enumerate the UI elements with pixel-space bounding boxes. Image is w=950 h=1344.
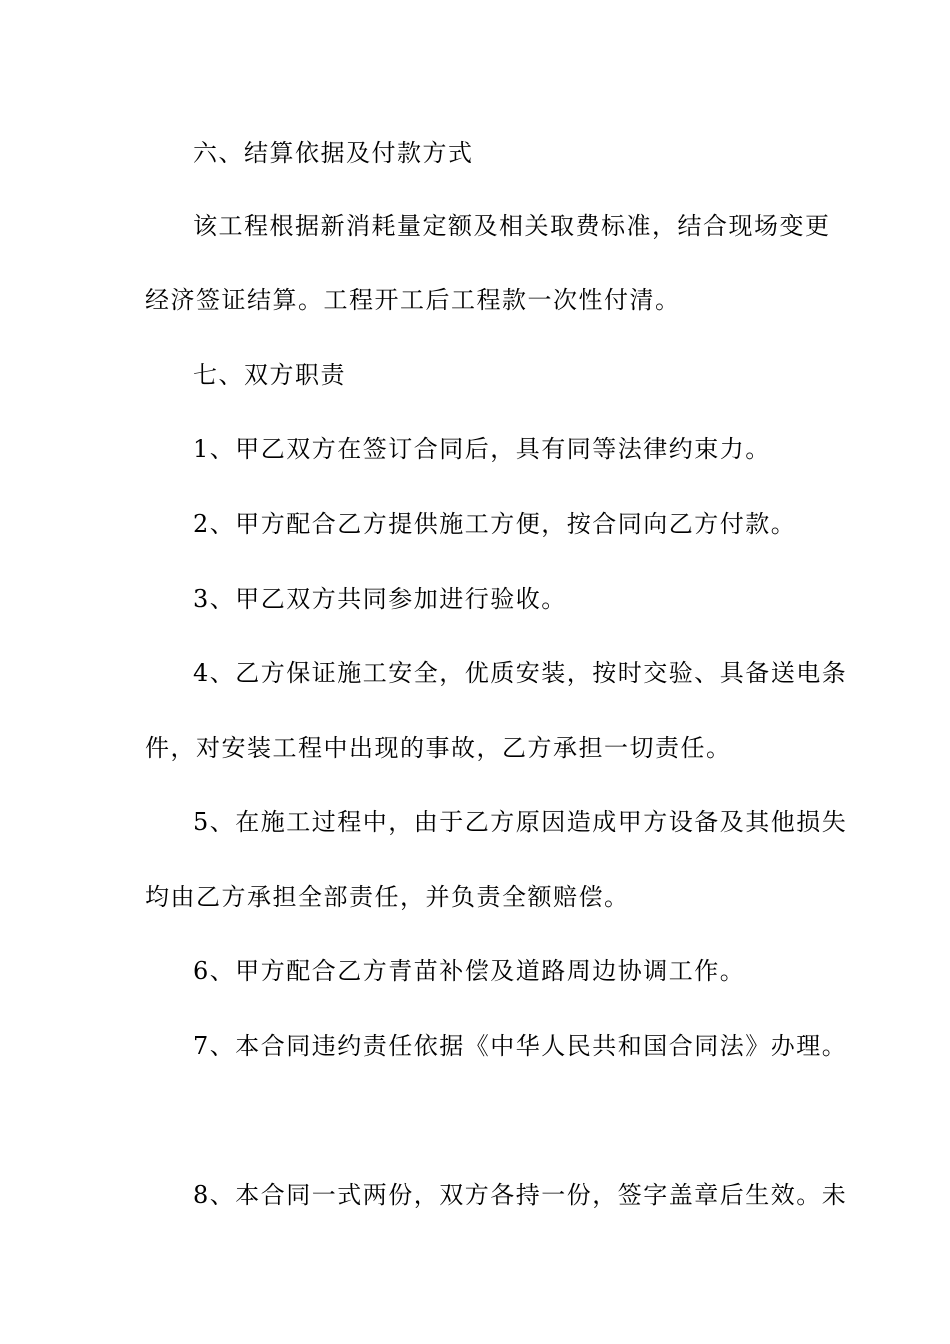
list-item-6: 6、甲方配合乙方青苗补偿及道路周边协调工作。 [193,957,746,985]
list-item-3: 3、甲乙双方共同参加进行验收。 [193,585,567,613]
list-item-5-line-2: 均由乙方承担全部责任，并负责全额赔偿。 [145,883,630,911]
section-6-heading: 六、结算依据及付款方式 [193,139,474,167]
list-item-2: 2、甲方配合乙方提供施工方便，按合同向乙方付款。 [193,510,797,538]
list-item-1: 1、甲乙双方在签订合同后，具有同等法律约束力。 [193,435,771,463]
list-item-7: 7、本合同违约责任依据《中华人民共和国合同法》办理。 [193,1032,848,1060]
list-item-5-line-1: 5、在施工过程中，由于乙方原因造成甲方设备及其他损失 [193,808,848,836]
list-item-4-line-1: 4、乙方保证施工安全，优质安装，按时交验、具备送电条 [193,659,848,687]
section-6-paragraph-line-1: 该工程根据新消耗量定额及相关取费标准，结合现场变更 [193,212,831,240]
section-6-paragraph-line-2: 经济签证结算。工程开工后工程款一次性付清。 [145,286,681,314]
list-item-8-line-1: 8、本合同一式两份，双方各持一份，签字盖章后生效。未 [193,1181,848,1209]
section-7-heading: 七、双方职责 [193,361,346,389]
list-item-4-line-2: 件，对安装工程中出现的事故，乙方承担一切责任。 [145,734,732,762]
